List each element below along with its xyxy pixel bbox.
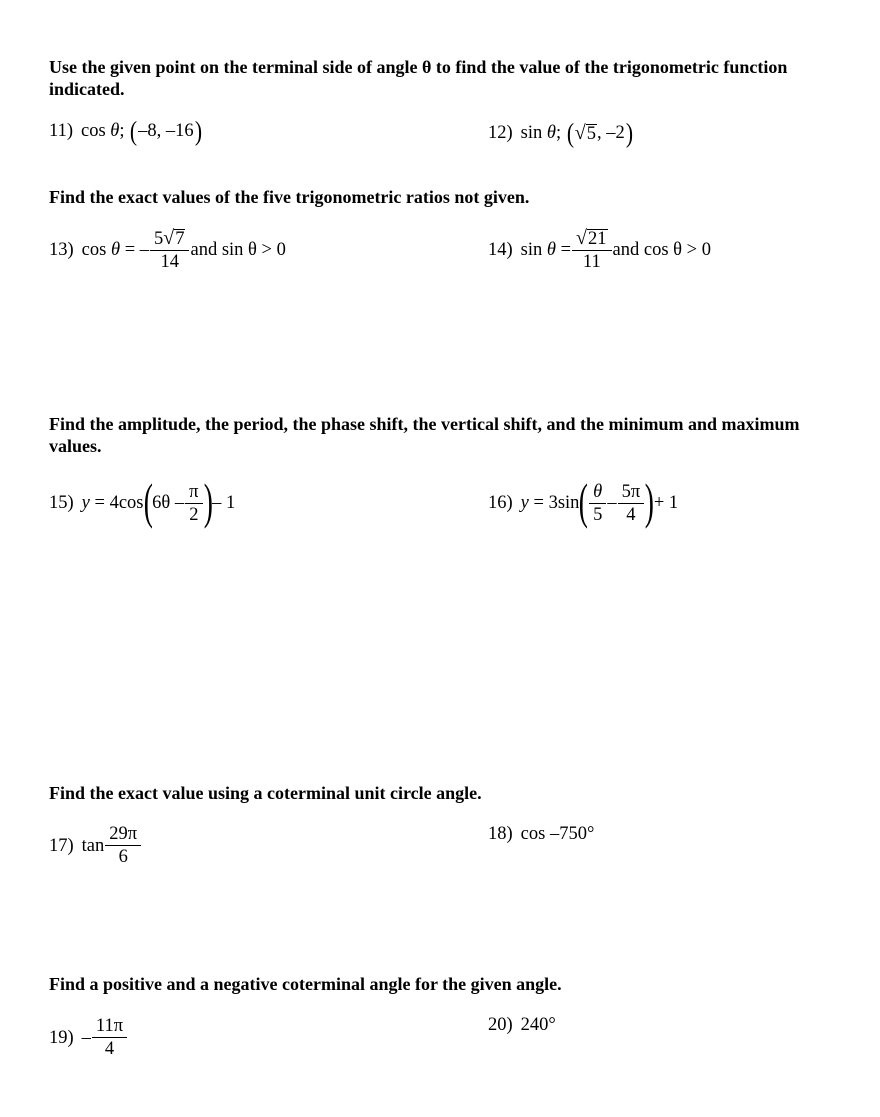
minus: – (607, 493, 617, 513)
function-name: cos (80, 121, 106, 141)
fraction-theta (591, 482, 604, 525)
variable: θ (546, 123, 556, 143)
square-root (163, 228, 185, 249)
y-variable: y (81, 493, 90, 513)
problem-18 (488, 823, 594, 845)
square-root (575, 123, 597, 144)
y-variable: y (520, 493, 529, 513)
problem-number: 19) (49, 1027, 74, 1048)
radicand: 21 (588, 229, 607, 249)
separator: ; (555, 123, 562, 143)
fraction (107, 824, 139, 867)
denominator: 4 (618, 503, 645, 525)
fraction (187, 482, 200, 525)
left-paren: ( (143, 473, 153, 529)
problem-15 (49, 473, 236, 529)
variable: θ (546, 240, 556, 260)
left-paren: ( (579, 473, 589, 529)
coefficient: 5 (154, 229, 164, 249)
problem-number: 15) (49, 493, 74, 513)
fraction (574, 228, 609, 272)
denominator: 4 (92, 1037, 127, 1059)
fraction-pi (620, 482, 643, 525)
problem-number: 16) (488, 493, 513, 513)
problem-16 (488, 473, 679, 529)
expression: cos –750° (520, 824, 595, 844)
problem-number: 17) (49, 835, 74, 856)
right-paren: ) (194, 116, 202, 146)
radical-sign: √ (574, 121, 586, 144)
instruction-terminal-side: Use the given point on the terminal side of angle θ to find the value of the trigonometric function indicated. (49, 57, 788, 99)
instruction-amplitude-period: Find the amplitude, the period, the phase shift, the vertical shift, and the minimum and maximum values. (49, 414, 800, 456)
vertical-term: + 1 (653, 493, 679, 513)
radicand: 5 (586, 123, 596, 144)
numerator: θ (593, 481, 603, 502)
problem-number: 11) (49, 121, 73, 141)
right-paren: ) (625, 118, 633, 148)
left-paren: ( (130, 116, 138, 146)
denominator: 5 (589, 503, 606, 525)
expression: 240° (520, 1015, 556, 1035)
right-paren: ) (203, 473, 213, 529)
numerator: 5π (621, 481, 641, 502)
function-name: cos (81, 240, 107, 260)
problem-number: 14) (488, 240, 513, 260)
function-name: tan (81, 835, 105, 856)
fraction (94, 1016, 125, 1059)
problem-13 (49, 228, 286, 272)
point-rest: , –2 (596, 123, 625, 143)
radicand: 7 (175, 229, 185, 249)
equation-lhs: = 4cos (94, 493, 144, 513)
condition: and sin θ > 0 (190, 240, 286, 260)
problem-11 (49, 116, 203, 146)
denominator: 14 (150, 250, 189, 272)
problem-12 (488, 118, 634, 148)
problem-number: 12) (488, 123, 513, 143)
sign: – (81, 1027, 91, 1048)
fraction (152, 228, 187, 272)
numerator: 11π (95, 1016, 124, 1036)
right-paren: ) (644, 473, 655, 529)
square-root (576, 228, 607, 249)
denominator: 11 (572, 250, 611, 272)
instruction-five-ratios: Find the exact values of the five trigonometric ratios not given. (49, 187, 530, 207)
numerator (152, 228, 187, 250)
point: –8, –16 (138, 121, 194, 141)
variable: θ (110, 121, 120, 141)
numerator: 29π (109, 824, 138, 844)
instruction-coterminal-unit-circle: Find the exact value using a coterminal unit circle angle. (49, 783, 482, 803)
radical-sign: √ (576, 227, 588, 249)
function-name: sin (520, 123, 543, 143)
condition: and cos θ > 0 (612, 240, 711, 260)
vertical-term: – 1 (212, 493, 236, 513)
problem-17 (49, 824, 142, 867)
variable: θ (110, 240, 121, 260)
radical-sign: √ (163, 227, 175, 249)
problem-number: 18) (488, 824, 513, 844)
function-name: sin (520, 240, 543, 260)
left-paren: ( (566, 118, 574, 148)
equals: = – (124, 240, 149, 260)
instruction-pos-neg-coterminal: Find a positive and a negative coterminal angle for the given angle. (49, 974, 562, 994)
problem-14 (488, 228, 711, 272)
equals: = (560, 240, 572, 260)
numerator: π (189, 481, 199, 502)
problem-20 (488, 1014, 556, 1036)
problem-19 (49, 1016, 128, 1059)
equation-lhs: = 3sin (533, 493, 580, 513)
inner-term: 6θ – (152, 493, 185, 513)
denominator: 6 (105, 845, 141, 867)
separator: ; (119, 121, 125, 141)
problem-number: 13) (49, 240, 74, 260)
denominator: 2 (185, 503, 202, 525)
numerator (574, 228, 609, 250)
problem-number: 20) (488, 1015, 513, 1035)
